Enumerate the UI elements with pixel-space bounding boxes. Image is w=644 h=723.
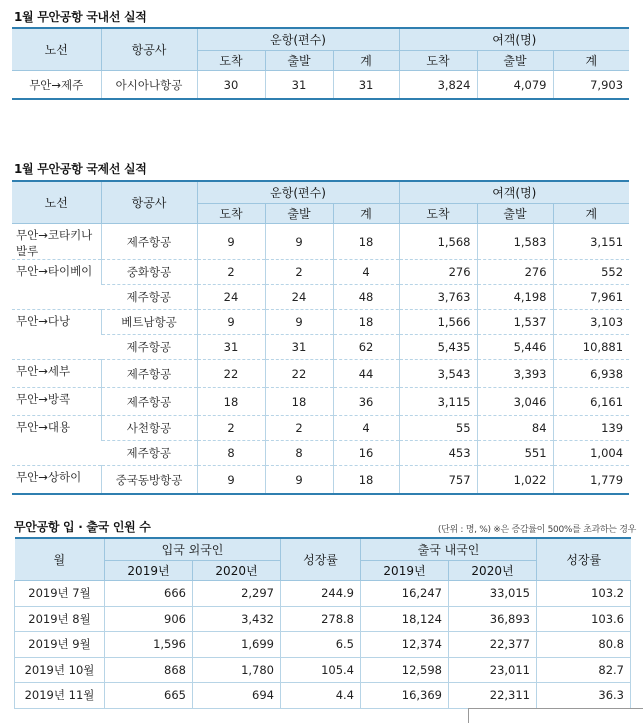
flight-total-cell: 44 xyxy=(333,360,399,388)
col-passengers: 여객(명) xyxy=(399,181,629,204)
airline-cell: 제주항공 xyxy=(101,388,197,416)
outbound-growth-cell: 103.6 xyxy=(537,606,631,632)
col-outbound-growth: 성장률 xyxy=(537,538,631,581)
table-row xyxy=(12,441,629,466)
pax-depart-cell: 1,583 xyxy=(477,224,553,260)
pax-total-cell: 10,881 xyxy=(553,335,629,360)
month-cell: 2019년 10월 xyxy=(15,657,105,683)
immigration-title: 무안공항 입 · 출국 인원 수 xyxy=(14,520,151,534)
table-row xyxy=(12,224,629,260)
col-passengers: 여객(명) xyxy=(399,28,629,51)
col-flight-depart: 출발 xyxy=(265,51,333,71)
flight-depart-cell: 9 xyxy=(265,310,333,335)
international-table xyxy=(12,180,629,495)
table-row xyxy=(12,388,629,416)
pax-depart-cell: 1,022 xyxy=(477,466,553,495)
flight-total-cell: 16 xyxy=(333,441,399,466)
pax-arrive-cell: 453 xyxy=(399,441,477,466)
col-month: 월 xyxy=(15,538,105,581)
international-title: 1월 무안공항 국제선 실적 xyxy=(14,162,147,176)
outbound-2020-cell: 36,893 xyxy=(449,606,537,632)
outbound-2020-cell: 33,015 xyxy=(449,581,537,607)
pax-total-cell: 552 xyxy=(553,260,629,285)
domestic-table xyxy=(12,27,629,100)
inbound-growth-cell: 4.4 xyxy=(281,683,361,709)
airline-cell: 제주항공 xyxy=(101,285,197,310)
col-flight-total: 계 xyxy=(333,51,399,71)
pax-depart-cell: 5,446 xyxy=(477,335,553,360)
route-cell: 무안→코타키나발루 xyxy=(12,224,101,260)
page-box-fragment xyxy=(468,708,643,723)
flight-arrive-cell: 9 xyxy=(197,466,265,495)
col-flight-depart: 출발 xyxy=(265,204,333,224)
flight-total-cell: 4 xyxy=(333,260,399,285)
pax-total-cell: 7,903 xyxy=(553,71,629,100)
outbound-2020-cell: 22,311 xyxy=(449,683,537,709)
col-flight-arrive: 도착 xyxy=(197,51,265,71)
month-cell: 2019년 11월 xyxy=(15,683,105,709)
pax-arrive-cell: 3,115 xyxy=(399,388,477,416)
flight-total-cell: 31 xyxy=(333,71,399,100)
route-cell: 무안→상하이 xyxy=(12,466,101,495)
col-pax-total: 계 xyxy=(553,51,629,71)
outbound-2019-cell: 12,598 xyxy=(361,657,449,683)
inbound-2019-cell: 665 xyxy=(105,683,193,709)
flight-depart-cell: 18 xyxy=(265,388,333,416)
flight-total-cell: 18 xyxy=(333,224,399,260)
inbound-2019-cell: 868 xyxy=(105,657,193,683)
flight-depart-cell: 31 xyxy=(265,335,333,360)
col-outbound: 출국 내국인 xyxy=(361,538,537,561)
outbound-growth-cell: 80.8 xyxy=(537,632,631,658)
col-in-2020: 2020년 xyxy=(193,561,281,581)
col-route: 노선 xyxy=(12,28,101,71)
inbound-2020-cell: 1,699 xyxy=(193,632,281,658)
inbound-growth-cell: 244.9 xyxy=(281,581,361,607)
inbound-2020-cell: 1,780 xyxy=(193,657,281,683)
pax-total-cell: 6,938 xyxy=(553,360,629,388)
flight-total-cell: 18 xyxy=(333,466,399,495)
route-cell: 무안→타이베이 xyxy=(12,260,101,310)
table-row xyxy=(15,581,631,607)
flight-depart-cell: 2 xyxy=(265,416,333,441)
flight-arrive-cell: 18 xyxy=(197,388,265,416)
outbound-2019-cell: 16,369 xyxy=(361,683,449,709)
outbound-2019-cell: 16,247 xyxy=(361,581,449,607)
pax-depart-cell: 3,046 xyxy=(477,388,553,416)
pax-total-cell: 3,151 xyxy=(553,224,629,260)
airline-cell: 아시아나항공 xyxy=(101,71,197,100)
outbound-growth-cell: 103.2 xyxy=(537,581,631,607)
inbound-growth-cell: 278.8 xyxy=(281,606,361,632)
pax-arrive-cell: 1,568 xyxy=(399,224,477,260)
pax-depart-cell: 276 xyxy=(477,260,553,285)
flight-total-cell: 36 xyxy=(333,388,399,416)
inbound-2019-cell: 906 xyxy=(105,606,193,632)
flight-total-cell: 18 xyxy=(333,310,399,335)
flight-depart-cell: 2 xyxy=(265,260,333,285)
domestic-title: 1월 무안공항 국내선 실적 xyxy=(14,10,147,24)
col-pax-depart: 출발 xyxy=(477,204,553,224)
pax-total-cell: 3,103 xyxy=(553,310,629,335)
col-airline: 항공사 xyxy=(101,181,197,224)
pax-arrive-cell: 3,763 xyxy=(399,285,477,310)
flight-arrive-cell: 31 xyxy=(197,335,265,360)
inbound-growth-cell: 6.5 xyxy=(281,632,361,658)
flight-arrive-cell: 22 xyxy=(197,360,265,388)
flight-arrive-cell: 30 xyxy=(197,71,265,100)
col-flights: 운항(편수) xyxy=(197,181,399,204)
route-cell: 무안→제주 xyxy=(12,71,101,100)
col-airline: 항공사 xyxy=(101,28,197,71)
col-route: 노선 xyxy=(12,181,101,224)
route-cell: 무안→방콕 xyxy=(12,388,101,416)
month-cell: 2019년 8월 xyxy=(15,606,105,632)
inbound-2019-cell: 666 xyxy=(105,581,193,607)
col-in-2019: 2019년 xyxy=(105,561,193,581)
col-flight-total: 계 xyxy=(333,204,399,224)
pax-arrive-cell: 276 xyxy=(399,260,477,285)
airline-cell: 사천항공 xyxy=(101,416,197,441)
col-out-2019: 2019년 xyxy=(361,561,449,581)
pax-arrive-cell: 3,824 xyxy=(399,71,477,100)
outbound-2020-cell: 22,377 xyxy=(449,632,537,658)
col-pax-arrive: 도착 xyxy=(399,51,477,71)
flight-total-cell: 62 xyxy=(333,335,399,360)
inbound-2020-cell: 694 xyxy=(193,683,281,709)
pax-total-cell: 139 xyxy=(553,416,629,441)
pax-depart-cell: 551 xyxy=(477,441,553,466)
outbound-growth-cell: 82.7 xyxy=(537,657,631,683)
table-row xyxy=(12,466,629,495)
flight-depart-cell: 31 xyxy=(265,71,333,100)
col-flight-arrive: 도착 xyxy=(197,204,265,224)
flight-depart-cell: 9 xyxy=(265,224,333,260)
pax-arrive-cell: 1,566 xyxy=(399,310,477,335)
month-cell: 2019년 9월 xyxy=(15,632,105,658)
table-row xyxy=(15,683,631,709)
col-pax-arrive: 도착 xyxy=(399,204,477,224)
airline-cell: 중화항공 xyxy=(101,260,197,285)
table-row xyxy=(12,285,629,310)
flight-arrive-cell: 9 xyxy=(197,310,265,335)
col-pax-total: 계 xyxy=(553,204,629,224)
table-row xyxy=(12,416,629,441)
airline-cell: 제주항공 xyxy=(101,224,197,260)
pax-depart-cell: 84 xyxy=(477,416,553,441)
pax-arrive-cell: 3,543 xyxy=(399,360,477,388)
airline-cell: 제주항공 xyxy=(101,360,197,388)
route-cell: 무안→대용 xyxy=(12,416,101,466)
col-inbound-growth: 성장률 xyxy=(281,538,361,581)
flight-total-cell: 4 xyxy=(333,416,399,441)
table-row xyxy=(12,360,629,388)
table-row xyxy=(15,632,631,658)
pax-total-cell: 1,779 xyxy=(553,466,629,495)
table-row xyxy=(15,657,631,683)
pax-total-cell: 7,961 xyxy=(553,285,629,310)
flight-arrive-cell: 9 xyxy=(197,224,265,260)
pax-total-cell: 1,004 xyxy=(553,441,629,466)
flight-depart-cell: 22 xyxy=(265,360,333,388)
col-pax-depart: 출발 xyxy=(477,51,553,71)
outbound-2020-cell: 23,011 xyxy=(449,657,537,683)
outbound-2019-cell: 12,374 xyxy=(361,632,449,658)
month-cell: 2019년 7월 xyxy=(15,581,105,607)
table-row xyxy=(12,335,629,360)
route-cell: 무안→다낭 xyxy=(12,310,101,360)
col-inbound: 입국 외국인 xyxy=(105,538,281,561)
pax-arrive-cell: 5,435 xyxy=(399,335,477,360)
inbound-growth-cell: 105.4 xyxy=(281,657,361,683)
outbound-growth-cell: 36.3 xyxy=(537,683,631,709)
airline-cell: 중국동방항공 xyxy=(101,466,197,495)
route-cell: 무안→세부 xyxy=(12,360,101,388)
pax-depart-cell: 4,079 xyxy=(477,71,553,100)
airline-cell: 제주항공 xyxy=(101,335,197,360)
flight-depart-cell: 8 xyxy=(265,441,333,466)
immigration-table xyxy=(14,537,631,709)
pax-arrive-cell: 55 xyxy=(399,416,477,441)
pax-arrive-cell: 757 xyxy=(399,466,477,495)
flight-depart-cell: 9 xyxy=(265,466,333,495)
flight-arrive-cell: 2 xyxy=(197,416,265,441)
unit-note: (단위 : 명, %) ※은 증감률이 500%를 초과하는 경우 xyxy=(437,525,636,535)
inbound-2019-cell: 1,596 xyxy=(105,632,193,658)
col-flights: 운항(편수) xyxy=(197,28,399,51)
pax-depart-cell: 3,393 xyxy=(477,360,553,388)
flight-total-cell: 48 xyxy=(333,285,399,310)
flight-arrive-cell: 2 xyxy=(197,260,265,285)
col-out-2020: 2020년 xyxy=(449,561,537,581)
table-row xyxy=(12,71,629,100)
table-row xyxy=(15,606,631,632)
flight-arrive-cell: 8 xyxy=(197,441,265,466)
table-row xyxy=(12,310,629,335)
airline-cell: 제주항공 xyxy=(101,441,197,466)
inbound-2020-cell: 2,297 xyxy=(193,581,281,607)
pax-depart-cell: 4,198 xyxy=(477,285,553,310)
airline-cell: 베트남항공 xyxy=(101,310,197,335)
pax-depart-cell: 1,537 xyxy=(477,310,553,335)
table-row xyxy=(12,260,629,285)
flight-arrive-cell: 24 xyxy=(197,285,265,310)
pax-total-cell: 6,161 xyxy=(553,388,629,416)
inbound-2020-cell: 3,432 xyxy=(193,606,281,632)
outbound-2019-cell: 18,124 xyxy=(361,606,449,632)
flight-depart-cell: 24 xyxy=(265,285,333,310)
